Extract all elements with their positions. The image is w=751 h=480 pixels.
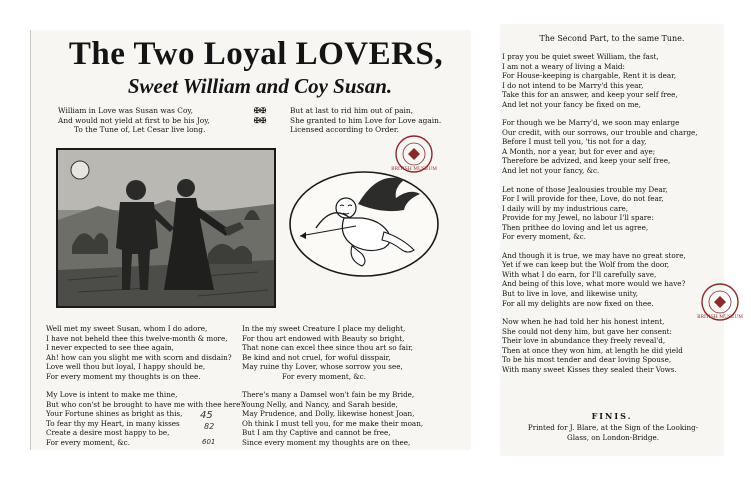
cupid-roundel-image — [286, 168, 442, 280]
intro-line: But at last to rid him out of pain, — [290, 106, 414, 115]
verse-line: For all my delights are now fixed on thee. — [502, 298, 654, 308]
verse-line: But I am thy Captive and cannot be free, — [242, 428, 391, 438]
verse-line: I do not intend to be Marry'd this year, — [502, 80, 644, 90]
verse-line: And being of this love, what more would we have? — [502, 279, 686, 289]
verse-line: Therefore be advized, and keep your self free, — [502, 156, 671, 166]
verse-line: To fear thy my Heart, in many kisses — [46, 418, 180, 428]
intro-line: She granted to him Love for Love again. — [290, 115, 442, 125]
verse-line: Now when he had told her his honest intent, — [502, 317, 665, 327]
finis-label: FINIS. — [591, 411, 633, 421]
printer-imprint — [506, 423, 720, 442]
verse-line: My Love is intent to make me thine, — [46, 390, 178, 400]
verse-line: A Month, nor a year, but for ever and aye; — [502, 146, 656, 156]
verse-line: I have not beheld thee this twelve-month & more, — [46, 333, 228, 343]
museum-stamp — [391, 134, 437, 174]
verse-line: To be his most tender and dear loving Spouse, — [502, 355, 672, 365]
second-part-heading: The Second Part, to the same Tune. — [539, 34, 685, 43]
verse-line: For every moment, &c. — [46, 438, 130, 448]
verse-line: And let not your fancy, &c. — [502, 166, 600, 176]
stamp-lettering: BRITISH MUSEUM — [697, 315, 743, 320]
verse-line: For House-keeping is chargable, Rent it is dear, — [502, 71, 677, 81]
verse-line: But to live in love, and likewise unity, — [502, 289, 639, 299]
verse-line: That none can excel thee since thou art so fair, — [242, 343, 414, 353]
verse-line: I daily will by my industrious care, — [502, 203, 629, 213]
handwritten-note: 82 — [204, 422, 215, 431]
ballad-subtitle: Sweet William and Coy Susan. — [127, 74, 393, 98]
verse-line: Let none of those Jealousies trouble my Dear, — [502, 184, 668, 194]
intro-lines-left — [58, 106, 234, 135]
verse-line: For though we be Marry'd, we soon may enlarge — [502, 118, 680, 128]
handwritten-note: 45 — [200, 410, 213, 421]
verse-line: For every moment, &c. — [282, 371, 366, 381]
ornament-marks: ✠✠ ✠✠ — [253, 106, 267, 125]
verse-line: I pray you be quiet sweet William, the fast, — [502, 52, 659, 61]
imprint-line: Glass, on London-Bridge. — [567, 432, 659, 442]
tune-line: To the Tune of, Let Cesar live long. — [74, 125, 206, 135]
verse-line: But who con'st be brought to have me with thee here? — [46, 399, 245, 409]
verse-line: For every moment, &c. — [502, 232, 586, 242]
license-line: Licensed according to Order. — [290, 125, 399, 135]
verse-line: With many sweet Kisses they sealed their Vows. — [502, 364, 677, 374]
second-part-verses — [502, 52, 724, 374]
verse-line: Provide for my Jewel, no labour I'll spare: — [502, 213, 654, 223]
verse-line: For every moment my thoughts is on thee. — [46, 371, 201, 381]
verse-line: For I will provide for thee, Love, do not fear, — [502, 194, 664, 204]
verse-line: Young Nelly, and Nancy, and Sarah beside, — [242, 399, 398, 409]
verse-line: I never expected to see thee again, — [46, 343, 174, 353]
intro-lines-right — [290, 106, 460, 135]
stamp-lettering: BRITISH MUSEUM — [391, 167, 437, 172]
verse-line: There's many a Damsel won't fain be my Bride, — [242, 390, 415, 400]
intro-line: William in Love was Susan was Coy, — [58, 106, 193, 115]
verse-line: In the my sweet Creature I place my delight, — [242, 324, 406, 333]
verse-line: Their love in abundance they freely reveal'd, — [502, 336, 666, 346]
verse-line: Create a desire most happy to be, — [46, 428, 170, 438]
verse-line: May ruine thy Lover, whose sorrow you see, — [242, 362, 403, 372]
verse-line: Then prithee do loving and let us agree, — [502, 222, 649, 232]
verse-line: And though it is true, we may have no great store, — [502, 250, 686, 260]
verse-line: Love well thou but loyal, I happy should be, — [46, 362, 206, 372]
intro-line: And would not yield at first to be his Joy, — [58, 115, 210, 125]
verse-line: Since every moment my thoughts are on thee, — [242, 438, 411, 448]
imprint-line: Printed for J. Blare, at the Sign of the Looking- — [527, 423, 699, 432]
verse-line: Yet if we can keep but the Wolf from the door, — [502, 260, 670, 270]
verse-line: For thou art endowed with Beauty so bright, — [242, 333, 405, 343]
verse-column-right — [242, 324, 464, 448]
verse-line: Your Fortune shines as bright as this, — [46, 409, 183, 419]
verse-line: Take this for an answer, and keep your self free, — [502, 90, 678, 100]
verse-line: Ah! how can you slight me with scorn and disdain? — [46, 352, 232, 362]
lovers-woodcut-image — [56, 148, 276, 308]
verse-line: Oh think I must tell you, for me make their moan, — [242, 418, 424, 428]
verse-line: May Prudence, and Dolly, likewise honest Joan, — [242, 409, 415, 419]
verse-line: Then at once they won him, at length he did yield — [502, 345, 683, 355]
handwritten-note: 601 — [202, 438, 216, 446]
verse-line: Be kind and not cruel, for woful disspair, — [242, 352, 391, 362]
ballad-title: The Two Loyal LOVERS, — [68, 36, 444, 72]
verse-line: Before I must tell you, 'tis not for a day, — [502, 137, 647, 147]
verse-line: Our credit, with our sorrows, our trouble and charge, — [502, 127, 698, 137]
verse-line: With what I do earn, for I'll carefully save, — [502, 269, 657, 279]
verse-line: And let not your fancy be fixed on me, — [502, 99, 641, 109]
verse-line: I am not a weary of living a Maid: — [502, 61, 625, 71]
verse-line: She could not deny him, but gave her consent: — [502, 326, 672, 336]
verse-line: Well met my sweet Susan, whom I do adore, — [46, 324, 208, 333]
